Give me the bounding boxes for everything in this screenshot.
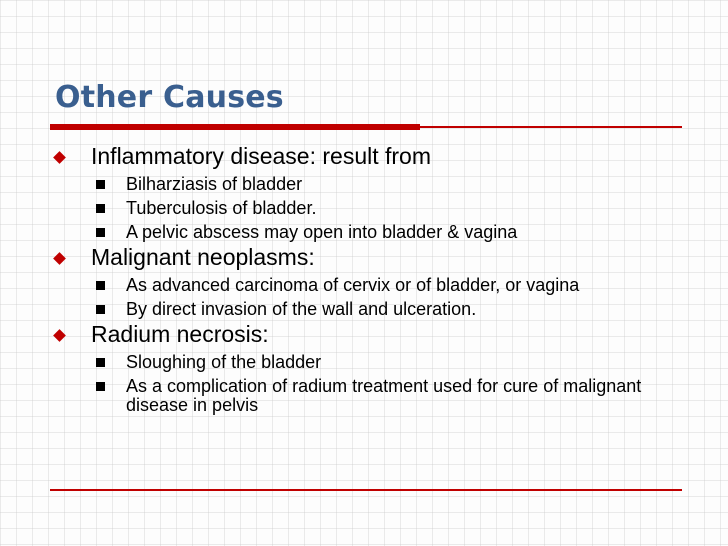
square-bullet-icon [96, 180, 105, 189]
diamond-bullet-icon [53, 252, 66, 265]
bullet-list [50, 141, 690, 415]
sub-bullet-text: By direct invasion of the wall and ulceration. [126, 299, 477, 319]
title-underline-thin [420, 126, 682, 128]
square-bullet-icon [96, 281, 105, 290]
diamond-bullet-icon [53, 151, 66, 164]
bullet-item [50, 321, 690, 348]
diamond-bullet-icon [53, 329, 66, 342]
slide-title: Other Causes [55, 80, 284, 115]
sub-bullet-item [50, 175, 690, 194]
sub-bullet-text: A pelvic abscess may open into bladder & vagina [126, 222, 518, 242]
sub-bullet-text: Tuberculosis of bladder. [126, 198, 317, 218]
bullet-text: Malignant neoplasms: [91, 244, 315, 270]
sub-bullet-text: As a complication of radium treatment used for cure of malignant disease in pelvis [126, 376, 642, 415]
sub-bullet-item [50, 353, 690, 372]
sub-bullet-text: Bilharziasis of bladder [126, 174, 303, 194]
sub-bullet-item [50, 276, 690, 295]
bullet-text: Radium necrosis: [91, 321, 269, 347]
bullet-item [50, 244, 690, 271]
sub-bullet-item [50, 300, 690, 319]
sub-bullet-item [50, 223, 690, 242]
square-bullet-icon [96, 204, 105, 213]
square-bullet-icon [96, 382, 105, 391]
bullet-item [50, 143, 690, 170]
sub-bullet-text: As advanced carcinoma of cervix or of bladder, or vagina [126, 275, 580, 295]
title-underline-thick [50, 124, 420, 130]
sub-bullet-text: Sloughing of the bladder [126, 352, 322, 372]
square-bullet-icon [96, 228, 105, 237]
sub-bullet-item [50, 377, 690, 415]
bullet-text: Inflammatory disease: result from [91, 143, 432, 169]
sub-bullet-item [50, 199, 690, 218]
square-bullet-icon [96, 305, 105, 314]
footer-rule [50, 489, 682, 491]
square-bullet-icon [96, 358, 105, 367]
